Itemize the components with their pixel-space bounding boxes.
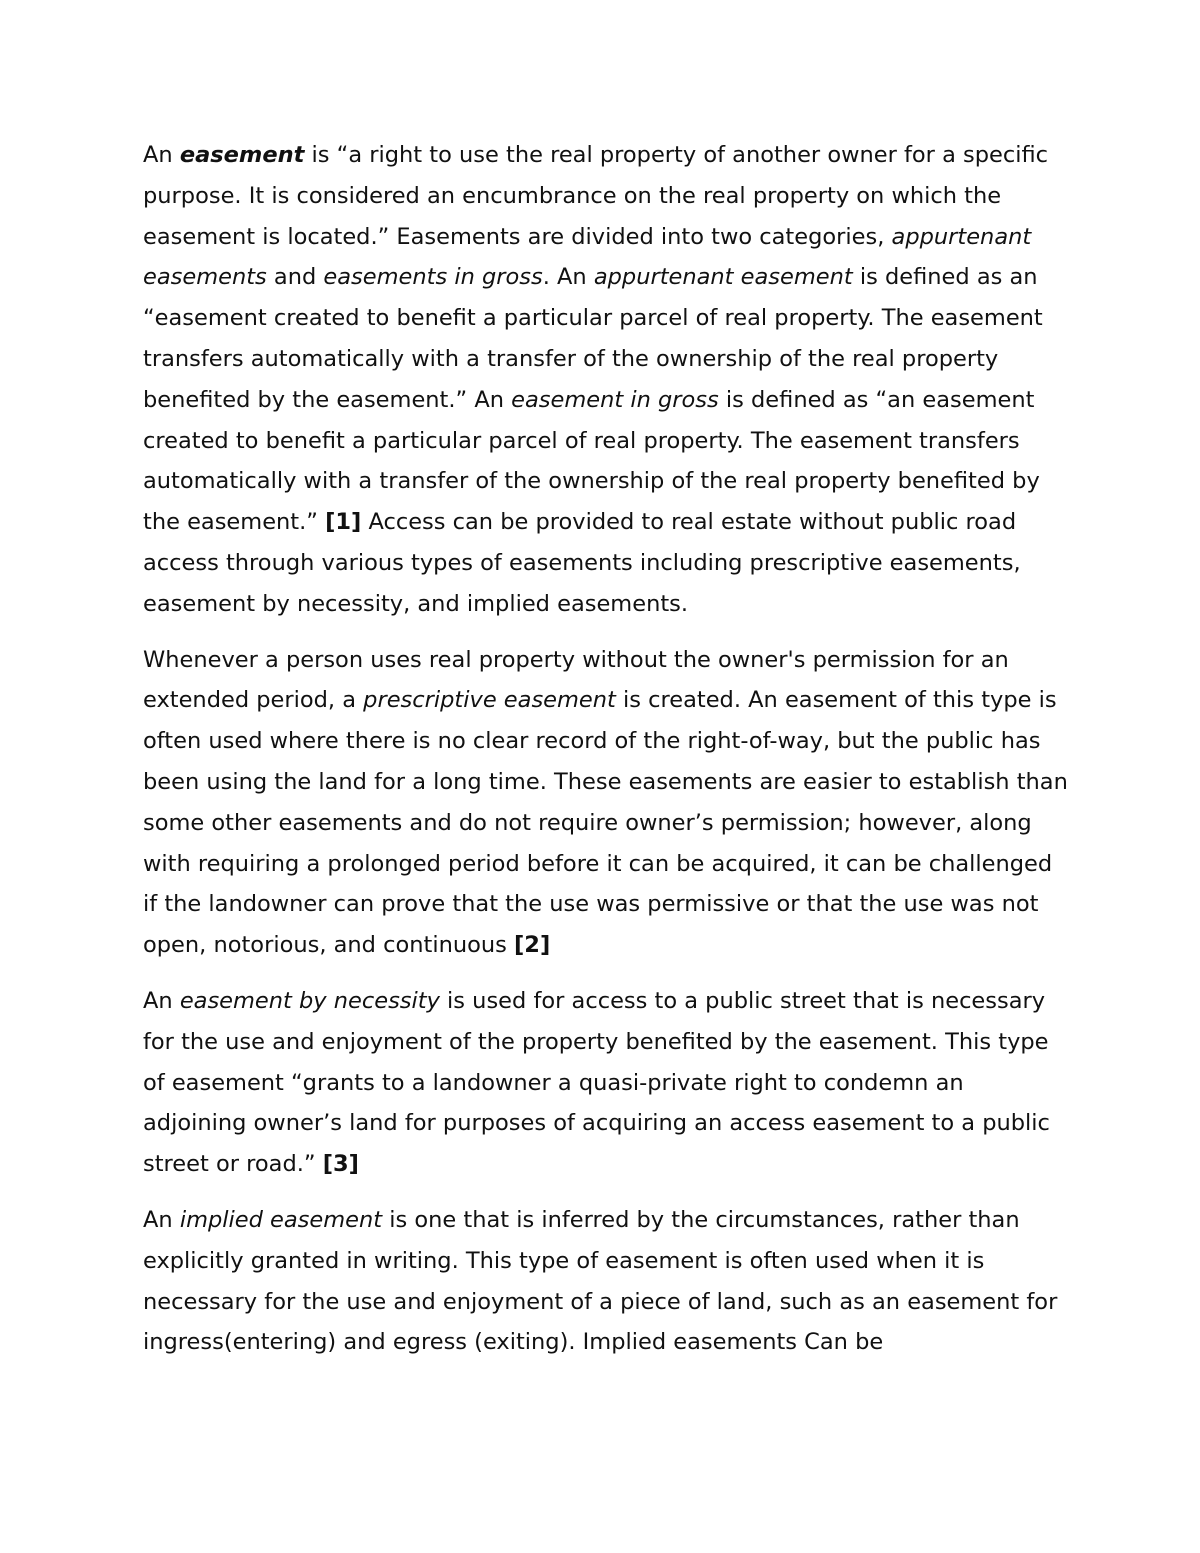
paragraph-text: is used for access to a public street that is necessary for the use and enjoyment of the property benefited by the easement. This type of easement “grants to a landowner a quasi-private right to condemn an adjoining owner’s land for purposes of acquiring an access easement to a public street or road.” bbox=[143, 987, 1050, 1178]
citation-ref: [1] bbox=[325, 509, 362, 536]
paragraph-text: . An bbox=[542, 264, 594, 291]
document-body bbox=[143, 135, 1068, 1378]
paragraph-text: is one that is inferred by the circumstances, rather than explicitly granted in writing. This type of easement is often used when it is necessary for the use and enjoyment of a piece of land, such as an easement for ingress(entering) and egress (exiting). Implied easements Can be bbox=[143, 1206, 1058, 1356]
term-emphasis: implied easement bbox=[179, 1206, 383, 1233]
paragraph-text: An bbox=[143, 1206, 180, 1233]
paragraph-1 bbox=[143, 135, 1068, 625]
citation-ref: [2] bbox=[514, 932, 551, 959]
paragraph-3 bbox=[143, 981, 1068, 1185]
paragraph-text: Whenever a person uses real property without the owner's permission for an extended period, a bbox=[143, 646, 1009, 714]
citation-ref: [3] bbox=[322, 1151, 359, 1178]
paragraph-text: is defined as “an easement created to benefit a particular parcel of real property. The easement transfers automatically with a transfer of the ownership of the real property benefited by the easement.” bbox=[143, 386, 1040, 536]
term-emphasis: appurtenant easements bbox=[143, 223, 1032, 291]
term-emphasis: easement in gross bbox=[511, 386, 719, 413]
term-emphasis: easements in gross bbox=[323, 264, 543, 291]
paragraph-text: and bbox=[266, 264, 324, 291]
term-emphasis: appurtenant easement bbox=[593, 264, 853, 291]
term-emphasis: easement by necessity bbox=[179, 987, 440, 1014]
term-emphasis: easement bbox=[179, 142, 305, 168]
paragraph-text: is created. An easement of this type is often used where there is no clear record of the right-of-way, but the public has been using the land for a long time. These easements are easier to establish than some other easements and do not require owner’s permission; however, along with requiring a prolonged period before it can be acquired, it can be challenged if the landowner can prove that the use was permissive or that the use was not open, notorious, and continuous bbox=[143, 687, 1068, 959]
term-emphasis: prescriptive easement bbox=[363, 687, 616, 714]
paragraph-2 bbox=[143, 640, 1068, 966]
paragraph-4 bbox=[143, 1200, 1068, 1363]
paragraph-text: Access can be provided to real estate without public road access through various types of easements including prescriptive easements, easement by necessity, and implied easements. bbox=[143, 509, 1021, 617]
paragraph-text: An bbox=[143, 142, 180, 168]
paragraph-text: is defined as an “easement created to benefit a particular parcel of real property. The easement transfers automatically with a transfer of the ownership of the real property benefited by the easement.” An bbox=[143, 264, 1043, 413]
paragraph-text: An bbox=[143, 987, 180, 1014]
paragraph-text: is “a right to use the real property of another owner for a specific purpose. It is considered an encumbrance on the real property on which the easement is located.” Easements are divided into two categories, bbox=[143, 142, 1049, 250]
